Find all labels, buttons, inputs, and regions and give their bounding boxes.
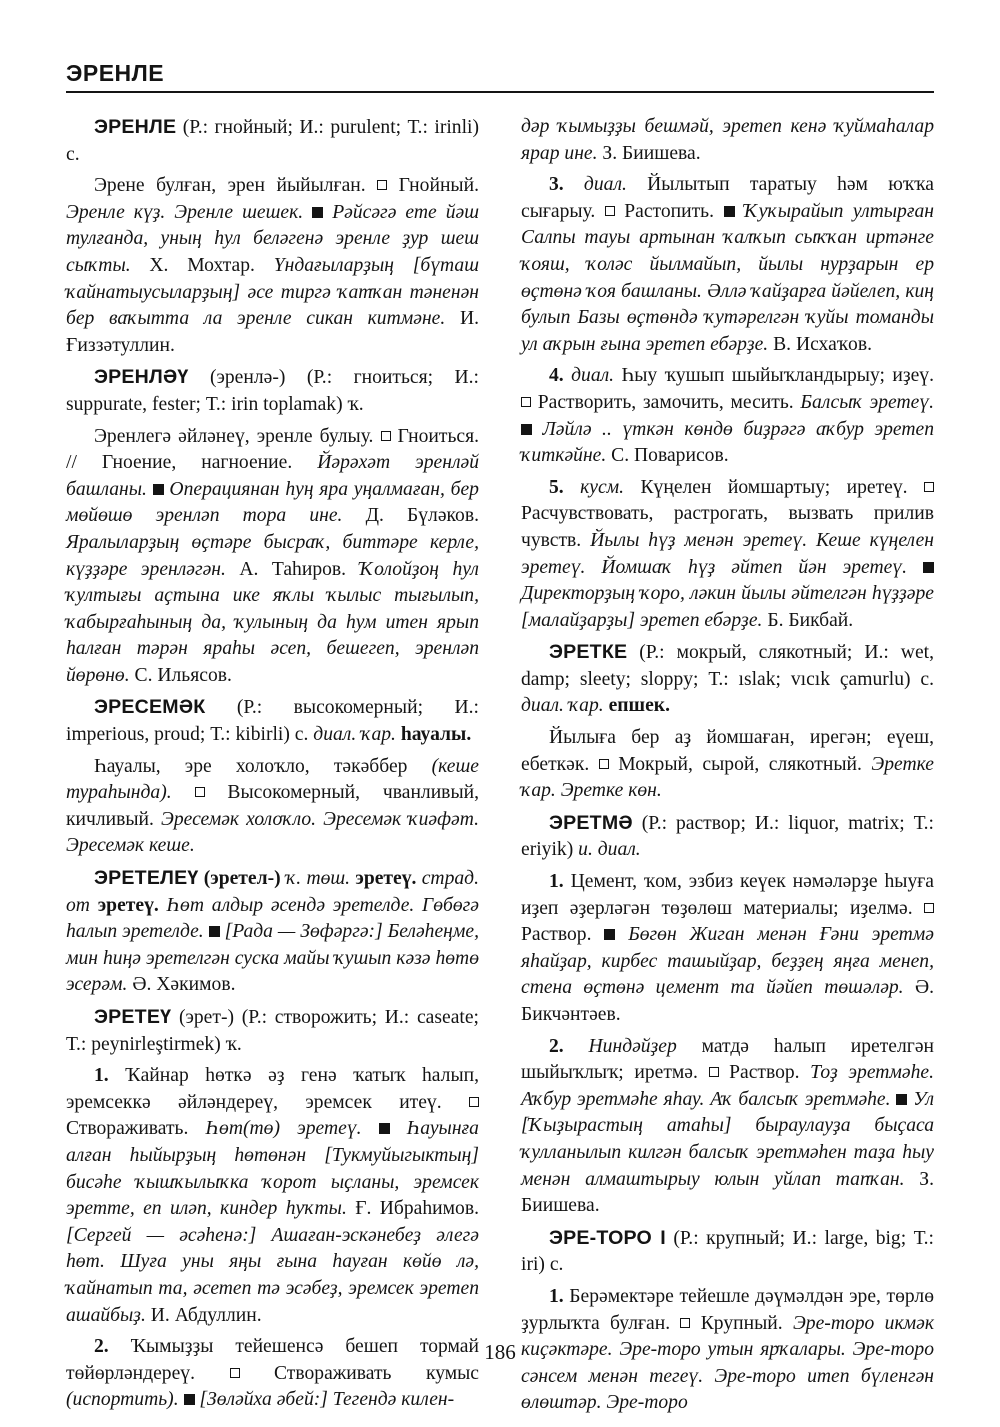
quote-author: И. Ғиззәтуллин. (66, 308, 479, 356)
entry-sense (521, 1034, 934, 1220)
russian-equivalent: Створаживать кумыс (239, 1362, 480, 1384)
example-text: Һөт(тө) эретеү. (205, 1118, 362, 1140)
sense-text: Йылытып таратыу һәм юҡҡа сығарыу. (521, 174, 934, 222)
russian-equivalent: Высокомерный, чванливый, кичливый. (66, 782, 479, 830)
russian-equivalent: Раствор. (521, 924, 605, 946)
quotation: Үндағыларҙың [бүташ ҡайнатыусыларҙың] әсе тиргә ҡатҡан тәненән бер ваҡытта ла эренле сикан китмәне. (66, 254, 479, 330)
headword: ЭРЕСЕМӘК (94, 696, 206, 719)
white-square-icon (680, 1318, 690, 1328)
grammar-label: диал. (563, 174, 627, 196)
quote-author: И. Абдуллин. (145, 1304, 262, 1326)
sense-text: Ҡымыҙҙы тейешенсә бешеп тормай төйөрләндереү. (66, 1336, 479, 1384)
sense-number: 4. (549, 365, 564, 387)
entry-sense (66, 754, 479, 860)
sense-number: 2. (549, 1035, 564, 1057)
white-square-icon (709, 1067, 719, 1077)
entry-sense (66, 1063, 479, 1329)
quote-author: С. Ильясов. (129, 664, 232, 686)
black-square-icon (184, 1394, 195, 1405)
entry-sense (521, 172, 934, 358)
cross-reference: епшек. (603, 695, 670, 717)
sense-text: Күңелен йомшартыу; иретеү. (624, 476, 908, 498)
quote-author: Х. Мохтар. (130, 254, 274, 276)
sense-text: Цемент, ҡом, эзбиз кеүек нәмәләрҙе һыуға иҙеп әҙерләгән төҙөлөш материалы; иҙелмә. (521, 871, 934, 919)
sense-text: матдә һалып иретелгән шыйыҡлыҡ; иретмә. (521, 1035, 934, 1084)
quote-author: З. Биишева. (521, 1168, 934, 1217)
entry-eretau (66, 1004, 479, 1058)
sense-number: 2. (94, 1336, 109, 1358)
black-square-icon (724, 206, 735, 217)
example-text: Һөт алдыр әсендә эретелде. Гөбөгә һалып эретелде. (66, 894, 479, 943)
quotation: [Рада — Зөфәргә:] Беләһеңме, мин һиңә эретелгән суска майы ҡушып кәзә һөтө эсерәм. (66, 921, 479, 996)
entry-sense (521, 869, 934, 1029)
header-rule (66, 91, 934, 93)
white-square-icon (377, 180, 387, 190)
quotation: Яралыларҙың өҫтәре бысраҡ, биттәре керле, күҙҙәре эренләгән. (66, 531, 479, 580)
sense-text: Йылыға бер аҙ йомшаған, ирегән; еүеш, ебеткәк. (521, 727, 934, 775)
white-square-icon (924, 482, 934, 492)
headword: ЭРЕ-ТОРО I (549, 1226, 666, 1249)
usage-note: (испортить). (66, 1389, 179, 1411)
white-square-icon (521, 397, 531, 407)
white-square-icon (195, 787, 205, 797)
sense-text: Эренлегә әйләнеү, эренле булыу. (94, 425, 374, 447)
right-column (521, 114, 934, 1422)
black-square-icon (153, 484, 164, 495)
cross-reference: һауалы. (395, 724, 472, 746)
russian-equivalent: Раствор. (718, 1062, 811, 1084)
white-square-icon (599, 759, 609, 769)
entry-definition: (Р.: гнойный; И.: purulent; Т.: irinli) с. (66, 117, 479, 165)
entry-erenlau (66, 364, 479, 418)
running-head: ЭРЕНЛЕ (66, 60, 165, 86)
example-text: Йылы һүҙ менән эретеү. Кеше күңелен эретеү. Йомшаҡ һүҙ әйтеп йән эретеү. (521, 529, 934, 578)
quote-author: Ғ. Ибраһимов. (346, 1198, 479, 1220)
entry-definition: (Р.: высокомерный; И.: imperious, proud; Т.: kibirli) с. (66, 697, 479, 746)
entry-sense (521, 475, 934, 635)
quotation: Ҡолойҙоң һул ҡултығы аҫтына ике яҡлы ҡылыс тығылып, ҡабырғаһының да, ҡулының да һум итен ярып һалған тәрән яраһы әсеп, бешегеп, эренләп йөрөнө. (66, 558, 479, 686)
sense-text: Һауалы, эре холоҡло, тәкәббер (94, 755, 432, 777)
page-number: 186 (484, 1340, 516, 1364)
quotation: Рәйсәгә ете йәш тулғанда, уның һул беләгенә эренле ҙур шеш сыҡты. (66, 201, 479, 276)
example-text: Йәрәхәт эренләй башланы. (66, 452, 479, 500)
quotation: Директорҙың ҡоро, ләкин йылы әйтелгән һүҙҙәре [малайҙарҙы] эретеп ебәрҙе. (521, 583, 934, 631)
entry-eretke (521, 639, 934, 720)
russian-equivalent: Расчувствовать, растрогать, вызвать прилив чувств. (521, 503, 934, 551)
sense-number: 3. (549, 174, 564, 196)
russian-equivalent: Створаживать. (66, 1118, 206, 1140)
white-square-icon (469, 1097, 479, 1107)
entry-sense (66, 424, 479, 690)
entry-eresemak (66, 694, 479, 748)
quote-author: Б. Бикбай. (762, 609, 854, 631)
example-text: Эретке ҡар. Эретке көн. (521, 753, 934, 802)
quote-author: В. Исхаҡов. (768, 333, 872, 355)
black-square-icon (379, 1123, 390, 1134)
example-text: Балсыҡ эретеү. (800, 391, 934, 413)
entry-definition: (Р.: мокрый, слякотный; И.: wet, damp; sleety; sloppy; Т.: ıslak; vıcık çamurlu) с. (521, 642, 934, 690)
entry-definition: (Р.: раствор; И.: liquor, matrix; Т.: eriyik) (521, 812, 934, 861)
quote-author: З. Биишева. (597, 142, 701, 164)
example-text: Тоҙ эретмәһе. Аҡбур эретмәһе яһау. Аҡ балсыҡ эретмәһе. (521, 1062, 934, 1110)
black-square-icon (923, 562, 934, 573)
entry-sense (521, 363, 934, 469)
entry-eretma (521, 810, 934, 864)
sense-text: Һыу ҡушып шыйыҡландырыу; иҙеү. (614, 365, 934, 387)
entry-definition: (Р.: крупный; И.: large, big; Т.: iri) с. (521, 1227, 935, 1276)
left-column (66, 114, 479, 1419)
russian-equivalent: Гнойный. (387, 175, 479, 197)
quotation: Ул [Ҡыҙырастың атаһы] быраулауҙа быҫаса ҡулланылып килгән балсыҡ эретмәһен таҙа һыу менән алмаштырыу юлын уйлап тапҡан. (521, 1088, 934, 1190)
sense-number: 1. (549, 871, 564, 893)
headword: ЭРЕТЕЛЕҮ (94, 867, 199, 890)
example-text: Эре-торо икмәк киҫәктәре. Эре-торо утын ярҡалары. Эре-торо сәнсем менән тегеү. Эре-торо итеп бүленгән өлөштәр. Эре-торо (521, 1312, 934, 1414)
black-square-icon (209, 926, 220, 937)
entry-definition: (эренлә-) (Р.: гноиться; И.: suppurate, fester; Т.: irin toplamak) ҡ. (66, 367, 479, 415)
sense-number: 1. (94, 1065, 109, 1087)
black-square-icon (521, 424, 532, 435)
quotation: [Сергей — әсәһенә:] Ашаған-эскәнебеҙ әлегә һөт. Шуға уны яңы ғына һауған көйө лә, ҡайнатып та, әсетеп тә эсәбеҙ, эремсек эретеп ашайбыҙ. (66, 1224, 479, 1326)
cross-reference: эретеү. (97, 894, 159, 916)
white-square-icon (381, 431, 391, 441)
white-square-icon (605, 206, 615, 216)
headword: ЭРЕНЛЕ (94, 116, 177, 138)
russian-equivalent: Растопить. (614, 200, 724, 222)
quotation: [Зөләйха әбей:] Тегендә килен- (194, 1389, 455, 1411)
quotation: дәр ҡымыҙҙы бешмәй, эретеп кенә ҡуймаһалар ярар ине. (521, 116, 934, 164)
grammar-label: диал. ҡар. (313, 724, 396, 746)
sense-number: 5. (549, 476, 564, 498)
russian-equivalent: Мокрый, сырой, слякотный. (608, 753, 872, 775)
quote-author: А. Таһиров. (225, 558, 360, 580)
quotation: Операциянан һуң яра уңалмаған, бер мөйөшө эренләп тора ине. (66, 478, 479, 527)
black-square-icon (896, 1094, 907, 1105)
entry-erenle (66, 114, 479, 168)
russian-equivalent: Гноиться. // Гноение, нагноение. (66, 425, 479, 474)
quote-author: Ә. Хәкимов. (127, 974, 236, 996)
grammar-label: диал. ҡар. (521, 695, 604, 717)
quotation: Ләйлә .. үткән көндө биҙрәгә аҡбур эретеп ҡиткәйне. (521, 418, 934, 467)
quotation: Бөгөн Жиган менән Ғәни эретмә яһайҙар, кирбес ташыйҙар, беҙҙең яңға менеп, стена өҫтөнә цемент та йәйеп төшәләр. (521, 924, 934, 999)
entry-definition: (эретел-) (198, 868, 286, 890)
entry-ere-toro (521, 1225, 934, 1279)
grammar-label: диал. (563, 365, 615, 387)
black-square-icon (604, 929, 615, 940)
quote-author: С. Поварисов. (606, 445, 729, 467)
grammar-label: ҡ. төш. (285, 868, 351, 890)
quote-author: Ә. Бикчәнтәев. (521, 977, 934, 1025)
russian-equivalent: Растворить, замочить, месить. (531, 391, 801, 413)
quotation: Ҡуҡырайып ултырған Салпы тауы артынан ҡалҡып сыҡҡан иртәнге ҡояш, ҡоләс йылмайып, йылы нурҙарын ер өҫтөнә ҡоя башланы. Әллә ҡайҙарға йәйелеп, киң булып Базы өҫтөндә ҡутәрелгән ҡуйы томанды ул аҡрын ғына эретеп ебәрҙе. (521, 200, 934, 355)
black-square-icon (312, 207, 323, 218)
entry-sense (66, 173, 479, 359)
sense-text: Эрене булған, эрен йыйылған. (94, 175, 366, 197)
cross-reference: эретеү. (350, 868, 417, 890)
example-text: Эресемәк холоҡло. Эресемәк ҡиәфәт. Эресемәк кеше. (66, 808, 479, 857)
example-text: Эренле күҙ. Эренле шешек. (66, 201, 304, 223)
white-square-icon (230, 1368, 240, 1378)
grammar-label: кусм. (563, 476, 625, 498)
headword: ЭРЕТЕҮ (94, 1006, 172, 1028)
headword: ЭРЕНЛӘҮ (94, 366, 189, 389)
entry-sense (521, 725, 934, 805)
russian-equivalent: Крупный. (690, 1312, 793, 1334)
sense-text: Ҡайнар һөткә әҙ генә ҡатыҡ һалып, эремсеккә әйләндереү, эремсек итеү. (66, 1065, 479, 1113)
quotation: Һауынға алған һыйырҙың һөтөнән [Тукмуйыгыктың] бисәһе ҡышҡылыҡка ҡорот ыҫланы, эремсек эретте, еп иләп, киндер һуҡты. (66, 1118, 479, 1220)
headword: ЭРЕТМӘ (549, 811, 633, 834)
quote-author: Д. Бүләков. (342, 505, 479, 527)
sense-text: Берәмектәре тейешле дәүмәлдән эре, төрлө ҙурлыҡта булған. (521, 1285, 934, 1334)
entry-continuation (521, 114, 934, 167)
white-square-icon (924, 903, 934, 913)
headword: ЭРЕТКЕ (549, 641, 628, 664)
entry-eretelau (66, 865, 479, 999)
usage-note: (кеше тураһында). (66, 755, 479, 804)
grammar-label: и. диал. (578, 839, 641, 861)
entry-definition: (эрет-) (Р.: створожить; И.: caseate; Т.: peynirleştirmek) ҡ. (66, 1007, 479, 1055)
usage-note: Ниндәйҙер (563, 1035, 677, 1057)
sense-number: 1. (549, 1285, 564, 1307)
grammar-label: страд. от (66, 868, 479, 916)
